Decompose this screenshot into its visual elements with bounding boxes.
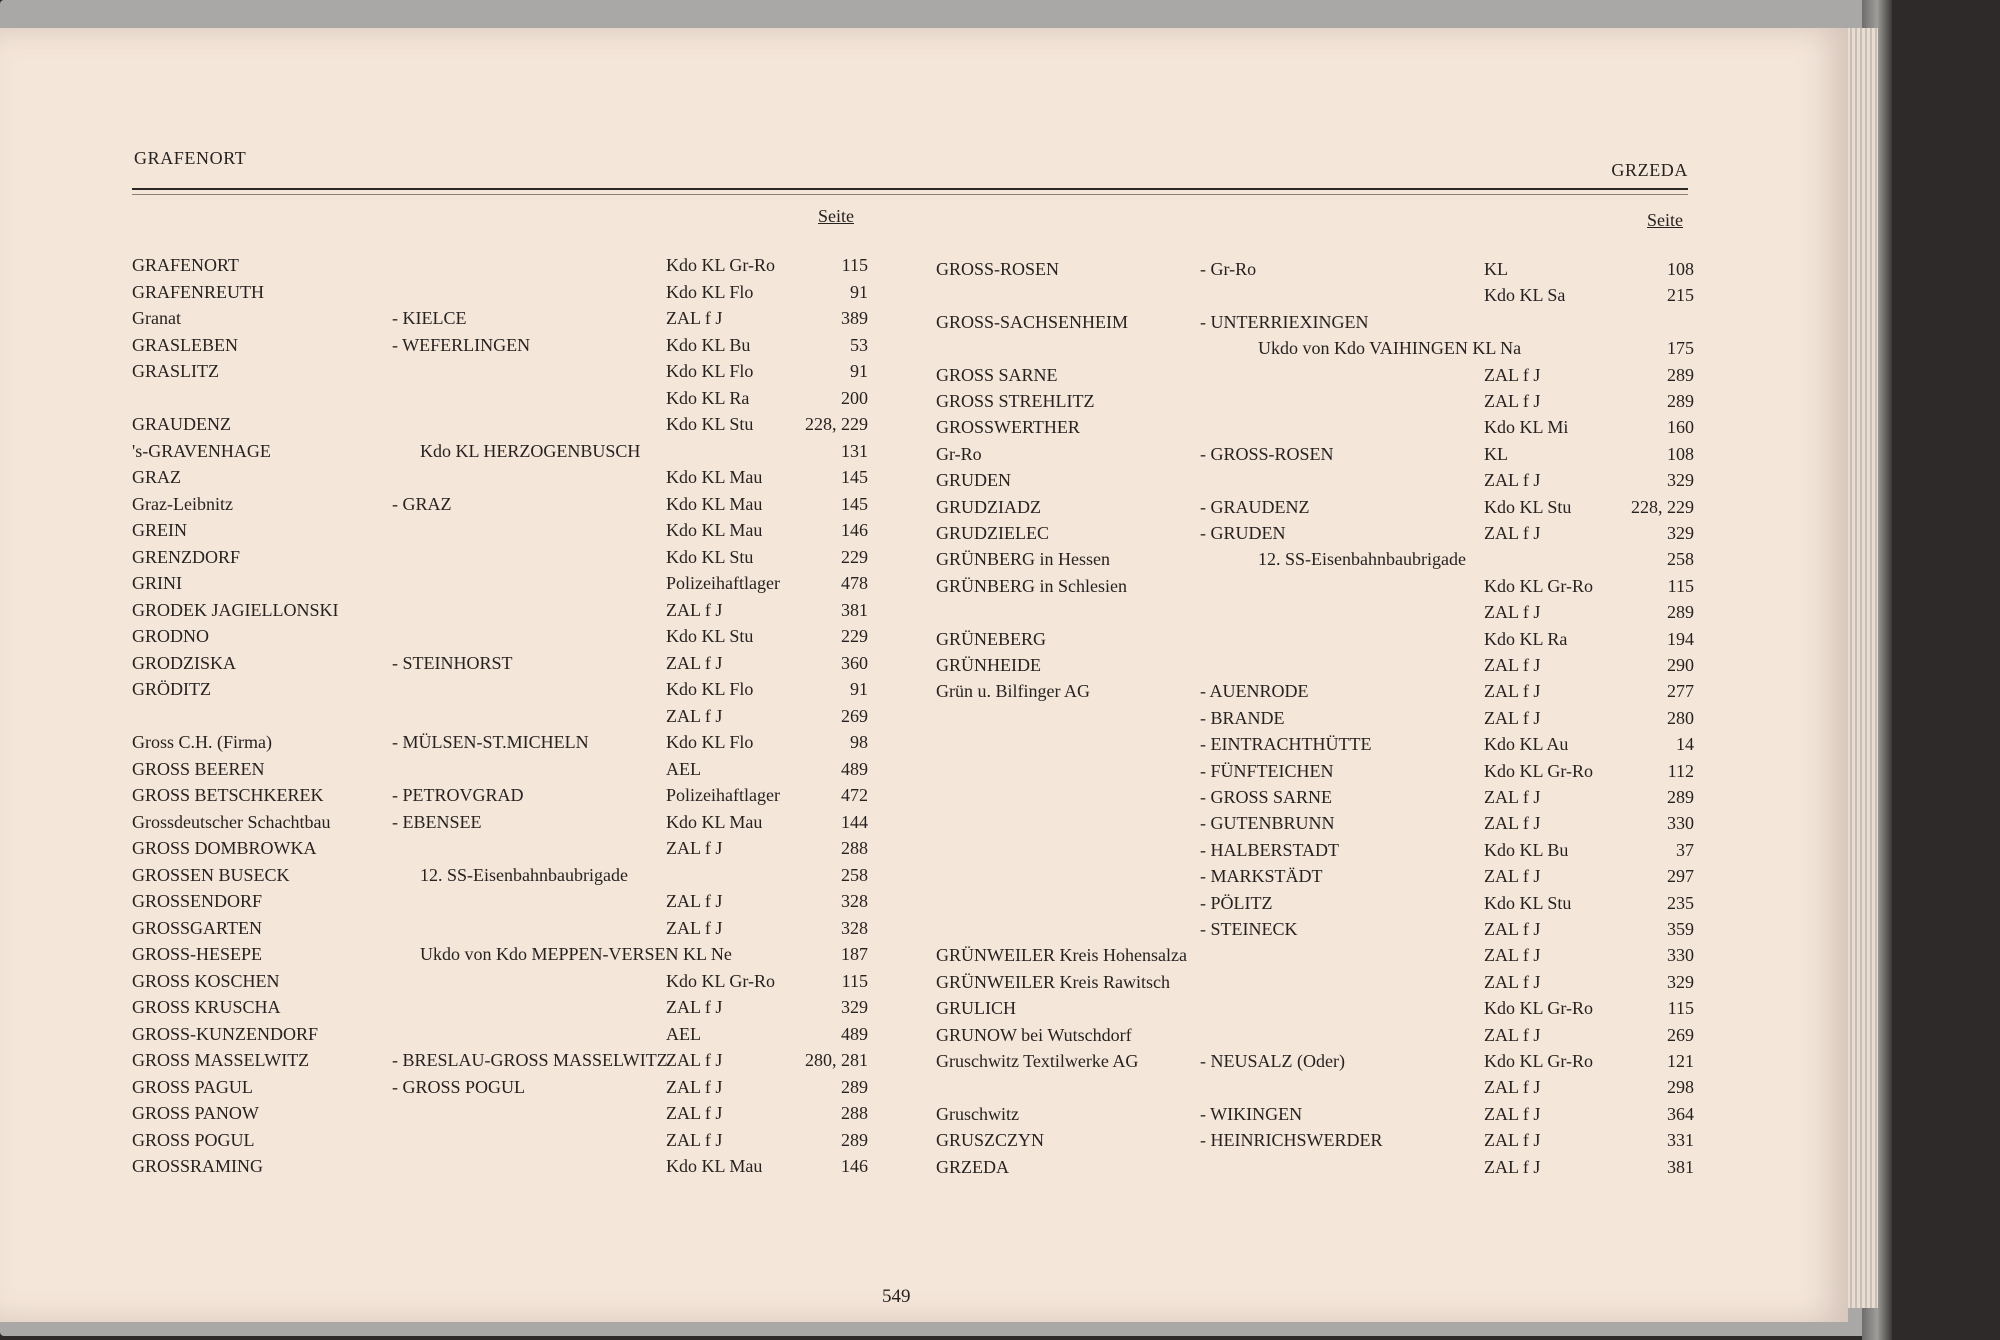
camp-type: ZAL f J bbox=[666, 891, 723, 911]
header-rule bbox=[132, 188, 1688, 190]
place-name: GROSSRAMING bbox=[132, 1156, 264, 1176]
place-name: GREIN bbox=[132, 520, 187, 540]
page-ref: 381 bbox=[841, 599, 868, 620]
camp-type: Polizeihaftlager bbox=[666, 573, 780, 593]
camp-type: ZAL f J bbox=[666, 599, 723, 620]
camp-type: Kdo KL Mau bbox=[666, 811, 763, 832]
place-name: GROSSWERTHER bbox=[936, 417, 1080, 438]
camp-type: ZAL f J bbox=[1484, 1077, 1541, 1098]
page-ref: 112 bbox=[1667, 760, 1694, 781]
camp-type: Kdo KL Stu bbox=[666, 414, 754, 434]
camp-type: ZAL f J bbox=[1484, 707, 1541, 728]
camp-type: KL bbox=[1484, 443, 1508, 464]
page-ref: 187 bbox=[841, 944, 868, 964]
page-ref: 53 bbox=[850, 334, 868, 355]
book-page bbox=[0, 28, 1848, 1322]
place-name: GROSS BETSCHKEREK bbox=[132, 785, 324, 805]
see-reference: - BRANDE bbox=[1200, 707, 1285, 728]
place-name: GROSSGARTEN bbox=[132, 917, 262, 938]
place-name: GROSS DOMBROWKA bbox=[132, 838, 317, 858]
page-ref: 98 bbox=[850, 732, 868, 752]
camp-type: ZAL f J bbox=[666, 308, 723, 328]
page-ref: 381 bbox=[1667, 1156, 1694, 1177]
camp-type: Kdo KL Mau bbox=[666, 467, 763, 487]
page-ref: 258 bbox=[841, 864, 868, 885]
camp-type: ZAL f J bbox=[666, 838, 723, 858]
page-ref: 364 bbox=[1667, 1103, 1694, 1124]
page-ref: 115 bbox=[841, 255, 868, 275]
see-reference: - EBENSEE bbox=[392, 811, 482, 832]
page-ref: 215 bbox=[1667, 285, 1694, 306]
camp-type: KL bbox=[1484, 259, 1508, 279]
camp-type: ZAL f J bbox=[1484, 364, 1541, 385]
camp-type: AEL bbox=[666, 758, 701, 779]
page-ref: 258 bbox=[1667, 549, 1694, 570]
camp-type: ZAL f J bbox=[666, 997, 723, 1017]
page-ref: 280, 281 bbox=[805, 1050, 868, 1070]
place-name: GRAFENREUTH bbox=[132, 281, 265, 302]
see-reference: - GRUDEN bbox=[1200, 523, 1286, 543]
page-ref: 329 bbox=[1667, 971, 1694, 992]
page-ref: 489 bbox=[841, 1023, 868, 1044]
page-ref: 115 bbox=[841, 970, 868, 991]
place-name: GRASLITZ bbox=[132, 361, 219, 381]
camp-type: ZAL f J bbox=[666, 705, 723, 726]
page-ref: 194 bbox=[1667, 628, 1694, 649]
place-name: GROSS STREHLITZ bbox=[936, 391, 1095, 411]
page-ref: 289 bbox=[841, 1076, 868, 1097]
camp-type: ZAL f J bbox=[1484, 470, 1541, 491]
see-reference: - Gr-Ro bbox=[1200, 259, 1257, 279]
place-name: Granat bbox=[132, 308, 181, 328]
place-name: GRÖDITZ bbox=[132, 679, 211, 699]
camp-type: Kdo KL Ra bbox=[1484, 628, 1568, 649]
page-ref: 269 bbox=[1667, 1024, 1694, 1045]
page-ref: 108 bbox=[1667, 259, 1694, 279]
place-name: GRÜNBERG in Hessen bbox=[936, 549, 1110, 570]
page-ref: 145 bbox=[841, 467, 868, 487]
camp-type: Kdo KL Gr-Ro bbox=[666, 970, 775, 991]
place-name: GROSS PANOW bbox=[132, 1103, 259, 1123]
page-ref: 359 bbox=[1667, 919, 1694, 939]
camp-type: Kdo KL Flo bbox=[666, 732, 754, 752]
page-ref: 175 bbox=[1667, 338, 1694, 359]
place-name: GRINI bbox=[132, 573, 182, 593]
camp-type: Kdo KL Bu bbox=[666, 334, 751, 355]
page-number: 549 bbox=[882, 1286, 911, 1307]
place-name: GRODNO bbox=[132, 626, 210, 646]
camp-type: ZAL f J bbox=[666, 1076, 723, 1097]
camp-type: Kdo KL HERZOGENBUSCH bbox=[420, 440, 641, 461]
camp-type: Kdo KL Flo bbox=[666, 361, 754, 381]
place-name: GRAZ bbox=[132, 467, 181, 487]
page-ref: 108 bbox=[1667, 443, 1694, 464]
camp-type: ZAL f J bbox=[1484, 945, 1541, 966]
place-name: GROSS-HESEPE bbox=[132, 944, 263, 964]
place-name: GROSS KOSCHEN bbox=[132, 970, 280, 991]
camp-type: ZAL f J bbox=[1484, 866, 1541, 887]
page-ref: 91 bbox=[850, 679, 868, 699]
camp-type: Kdo KL Ra bbox=[666, 387, 750, 408]
camp-type: ZAL f J bbox=[1484, 1130, 1541, 1151]
camp-type: Kdo KL Sa bbox=[1484, 285, 1566, 306]
place-name: GROSSEN BUSECK bbox=[132, 864, 290, 885]
place-name: GROSS KRUSCHA bbox=[132, 997, 281, 1017]
see-reference: - BRESLAU-GROSS MASSELWITZ bbox=[392, 1050, 668, 1070]
see-reference: - FÜNFTEICHEN bbox=[1200, 760, 1334, 781]
page-ref: 289 bbox=[1667, 364, 1694, 385]
place-name: GRZEDA bbox=[936, 1156, 1009, 1177]
page-ref: 330 bbox=[1667, 945, 1694, 966]
page-ref: 145 bbox=[841, 493, 868, 514]
page-ref: 328 bbox=[841, 891, 868, 911]
place-name: GRAUDENZ bbox=[132, 414, 231, 434]
place-name: Gruschwitz Textilwerke AG bbox=[936, 1051, 1139, 1071]
place-name: GRÜNWEILER Kreis Rawitsch bbox=[936, 971, 1170, 992]
header-rule-thin bbox=[132, 194, 1688, 195]
page-ref: 14 bbox=[1676, 734, 1694, 755]
see-reference: - GROSS POGUL bbox=[392, 1076, 526, 1097]
camp-type: Kdo KL Mau bbox=[666, 520, 763, 540]
page-ref: 360 bbox=[841, 652, 868, 673]
page-ref: 290 bbox=[1667, 655, 1694, 675]
place-name: Grün u. Bilfinger AG bbox=[936, 681, 1090, 702]
place-name: GROSS SARNE bbox=[936, 364, 1058, 385]
see-reference: - UNTERRIEXINGEN bbox=[1200, 311, 1369, 332]
place-name: GROSS-SACHSENHEIM bbox=[936, 311, 1129, 332]
place-name: GRENZDORF bbox=[132, 546, 241, 567]
page-ref: 288 bbox=[841, 1103, 868, 1123]
page-ref: 330 bbox=[1667, 813, 1694, 834]
page-ref: 472 bbox=[841, 785, 868, 805]
see-reference: - STEINECK bbox=[1200, 919, 1298, 939]
place-name: GRÜNEBERG bbox=[936, 628, 1047, 649]
see-reference: - KIELCE bbox=[392, 308, 467, 328]
page-ref: 228, 229 bbox=[805, 414, 868, 434]
camp-type: ZAL f J bbox=[1484, 813, 1541, 834]
place-name: Gr-Ro bbox=[936, 443, 982, 464]
camp-type: ZAL f J bbox=[1484, 1024, 1541, 1045]
camp-type: ZAL f J bbox=[1484, 919, 1541, 939]
page-ref: 146 bbox=[841, 1156, 868, 1176]
see-reference: - MÜLSEN-ST.MICHELN bbox=[392, 732, 589, 752]
place-name: Graz-Leibnitz bbox=[132, 493, 233, 514]
see-reference: - PETROVGRAD bbox=[392, 785, 524, 805]
place-name: GRUDZIELEC bbox=[936, 523, 1049, 543]
page-ref: 329 bbox=[841, 997, 868, 1017]
camp-type: Kdo KL Mau bbox=[666, 493, 763, 514]
camp-type: Kdo KL Bu bbox=[1484, 839, 1569, 860]
page-ref: 329 bbox=[1667, 470, 1694, 491]
page-ref: 489 bbox=[841, 758, 868, 779]
running-head-left: GRAFENORT bbox=[134, 148, 247, 168]
camp-type: ZAL f J bbox=[1484, 523, 1541, 543]
see-reference: - WIKINGEN bbox=[1200, 1103, 1303, 1124]
camp-type: AEL bbox=[666, 1023, 701, 1044]
camp-type: ZAL f J bbox=[666, 1129, 723, 1150]
camp-type: 12. SS-Eisenbahnbaubrigade bbox=[420, 864, 628, 885]
see-reference: - AUENRODE bbox=[1200, 681, 1309, 702]
page-ref: 277 bbox=[1667, 681, 1694, 702]
page-ref: 228, 229 bbox=[1631, 496, 1694, 517]
place-name: Gruschwitz bbox=[936, 1103, 1019, 1124]
camp-type: ZAL f J bbox=[666, 1050, 723, 1070]
page-ref: 289 bbox=[841, 1129, 868, 1150]
camp-type: Kdo KL Stu bbox=[666, 546, 754, 567]
see-reference: - NEUSALZ (Oder) bbox=[1200, 1051, 1345, 1071]
camp-type: Kdo KL Gr-Ro bbox=[1484, 1051, 1593, 1071]
camp-type: ZAL f J bbox=[666, 1103, 723, 1123]
page-ref: 37 bbox=[1676, 839, 1694, 860]
camp-type: Kdo KL Flo bbox=[666, 281, 754, 302]
place-name: GROSS PAGUL bbox=[132, 1076, 253, 1097]
page-ref: 200 bbox=[841, 387, 868, 408]
column-head-left: Seite bbox=[818, 206, 854, 226]
camp-type: ZAL f J bbox=[1484, 602, 1541, 623]
camp-type: Kdo KL Stu bbox=[666, 626, 754, 646]
page-ref: 160 bbox=[1667, 417, 1694, 438]
page-ref: 298 bbox=[1667, 1077, 1694, 1098]
place-name: 's-GRAVENHAGE bbox=[132, 440, 271, 461]
page-ref: 329 bbox=[1667, 523, 1694, 543]
page-ref: 478 bbox=[841, 573, 868, 593]
page-ref: 297 bbox=[1667, 866, 1694, 887]
see-reference: - GRAUDENZ bbox=[1200, 496, 1310, 517]
page-ref: 229 bbox=[841, 626, 868, 646]
place-name: GRUSZCZYN bbox=[936, 1130, 1045, 1151]
camp-type: Ukdo von Kdo MEPPEN-VERSEN KL Ne bbox=[420, 944, 732, 964]
place-name: Gross C.H. (Firma) bbox=[132, 732, 272, 752]
column-head-right: Seite bbox=[1647, 210, 1683, 230]
place-name: GROSS-KUNZENDORF bbox=[132, 1023, 319, 1044]
page-ref: 121 bbox=[1667, 1051, 1694, 1071]
page-ref: 131 bbox=[841, 440, 868, 461]
page-ref: 289 bbox=[1667, 602, 1694, 623]
see-reference: - GRAZ bbox=[392, 493, 452, 514]
see-reference: - WEFERLINGEN bbox=[392, 334, 531, 355]
place-name: GRÜNBERG in Schlesien bbox=[936, 575, 1127, 596]
page-ref: 91 bbox=[850, 361, 868, 381]
page-ref: 288 bbox=[841, 838, 868, 858]
see-reference: - STEINHORST bbox=[392, 652, 513, 673]
page-ref: 115 bbox=[1667, 575, 1694, 596]
place-name: Grossdeutscher Schachtbau bbox=[132, 811, 331, 832]
camp-type: Ukdo von Kdo VAIHINGEN KL Na bbox=[1258, 338, 1522, 359]
place-name: GRUNOW bei Wutschdorf bbox=[936, 1024, 1132, 1045]
place-name: GRULICH bbox=[936, 998, 1016, 1019]
camp-type: ZAL f J bbox=[1484, 787, 1541, 807]
camp-type: ZAL f J bbox=[1484, 1156, 1541, 1177]
page-ref: 91 bbox=[850, 281, 868, 302]
camp-type: Kdo KL Stu bbox=[1484, 496, 1572, 517]
camp-type: Kdo KL Gr-Ro bbox=[1484, 760, 1593, 781]
place-name: GRÜNWEILER Kreis Hohensalza bbox=[936, 945, 1187, 966]
see-reference: - GROSS-ROSEN bbox=[1200, 443, 1334, 464]
place-name: GROSS BEEREN bbox=[132, 758, 265, 779]
camp-type: Kdo KL Gr-Ro bbox=[1484, 998, 1593, 1019]
camp-type: ZAL f J bbox=[1484, 681, 1541, 702]
page-ref: 144 bbox=[841, 811, 868, 832]
place-name: GRAFENORT bbox=[132, 255, 239, 275]
camp-type: ZAL f J bbox=[666, 917, 723, 938]
see-reference: - HEINRICHSWERDER bbox=[1200, 1130, 1383, 1151]
running-head-right: GRZEDA bbox=[1611, 160, 1688, 180]
page-ref: 229 bbox=[841, 546, 868, 567]
camp-type: Kdo KL Gr-Ro bbox=[1484, 575, 1593, 596]
camp-type: Kdo KL Mi bbox=[1484, 417, 1569, 438]
place-name: GRÜNHEIDE bbox=[936, 655, 1041, 675]
see-reference: - HALBERSTADT bbox=[1200, 839, 1340, 860]
camp-type: Kdo KL Au bbox=[1484, 734, 1569, 755]
page-ref: 235 bbox=[1667, 892, 1694, 913]
place-name: GROSSENDORF bbox=[132, 891, 263, 911]
camp-type: ZAL f J bbox=[666, 652, 723, 673]
place-name: GRUDEN bbox=[936, 470, 1011, 491]
see-reference: - PÖLITZ bbox=[1200, 892, 1273, 913]
page-ref: 331 bbox=[1667, 1130, 1694, 1151]
place-name: GRASLEBEN bbox=[132, 334, 239, 355]
camp-type: Kdo KL Mau bbox=[666, 1156, 763, 1176]
page-ref: 280 bbox=[1667, 707, 1694, 728]
camp-type: Polizeihaftlager bbox=[666, 785, 780, 805]
camp-type: Kdo KL Flo bbox=[666, 679, 754, 699]
camp-type: Kdo KL Gr-Ro bbox=[666, 255, 775, 275]
page-ref: 289 bbox=[1667, 787, 1694, 807]
place-name: GRODZISKA bbox=[132, 652, 237, 673]
camp-type: 12. SS-Eisenbahnbaubrigade bbox=[1258, 549, 1466, 570]
page-ref: 115 bbox=[1667, 998, 1694, 1019]
camp-type: ZAL f J bbox=[1484, 391, 1541, 411]
page-ref: 389 bbox=[841, 308, 868, 328]
page-ref: 146 bbox=[841, 520, 868, 540]
camp-type: Kdo KL Stu bbox=[1484, 892, 1572, 913]
see-reference: - EINTRACHTHÜTTE bbox=[1200, 734, 1372, 755]
see-reference: - GUTENBRUNN bbox=[1200, 813, 1335, 834]
place-name: GROSS POGUL bbox=[132, 1129, 255, 1150]
place-name: GROSS MASSELWITZ bbox=[132, 1050, 310, 1070]
camp-type: ZAL f J bbox=[1484, 655, 1541, 675]
place-name: GROSS-ROSEN bbox=[936, 259, 1060, 279]
place-name: GRODEK JAGIELLONSKI bbox=[132, 599, 339, 620]
page-ref: 328 bbox=[841, 917, 868, 938]
camp-type: ZAL f J bbox=[1484, 1103, 1541, 1124]
place-name: GRUDZIADZ bbox=[936, 496, 1041, 517]
page-ref: 269 bbox=[841, 705, 868, 726]
camp-type: ZAL f J bbox=[1484, 971, 1541, 992]
page-ref: 289 bbox=[1667, 391, 1694, 411]
see-reference: - GROSS SARNE bbox=[1200, 787, 1333, 807]
see-reference: - MARKSTÄDT bbox=[1200, 866, 1323, 887]
